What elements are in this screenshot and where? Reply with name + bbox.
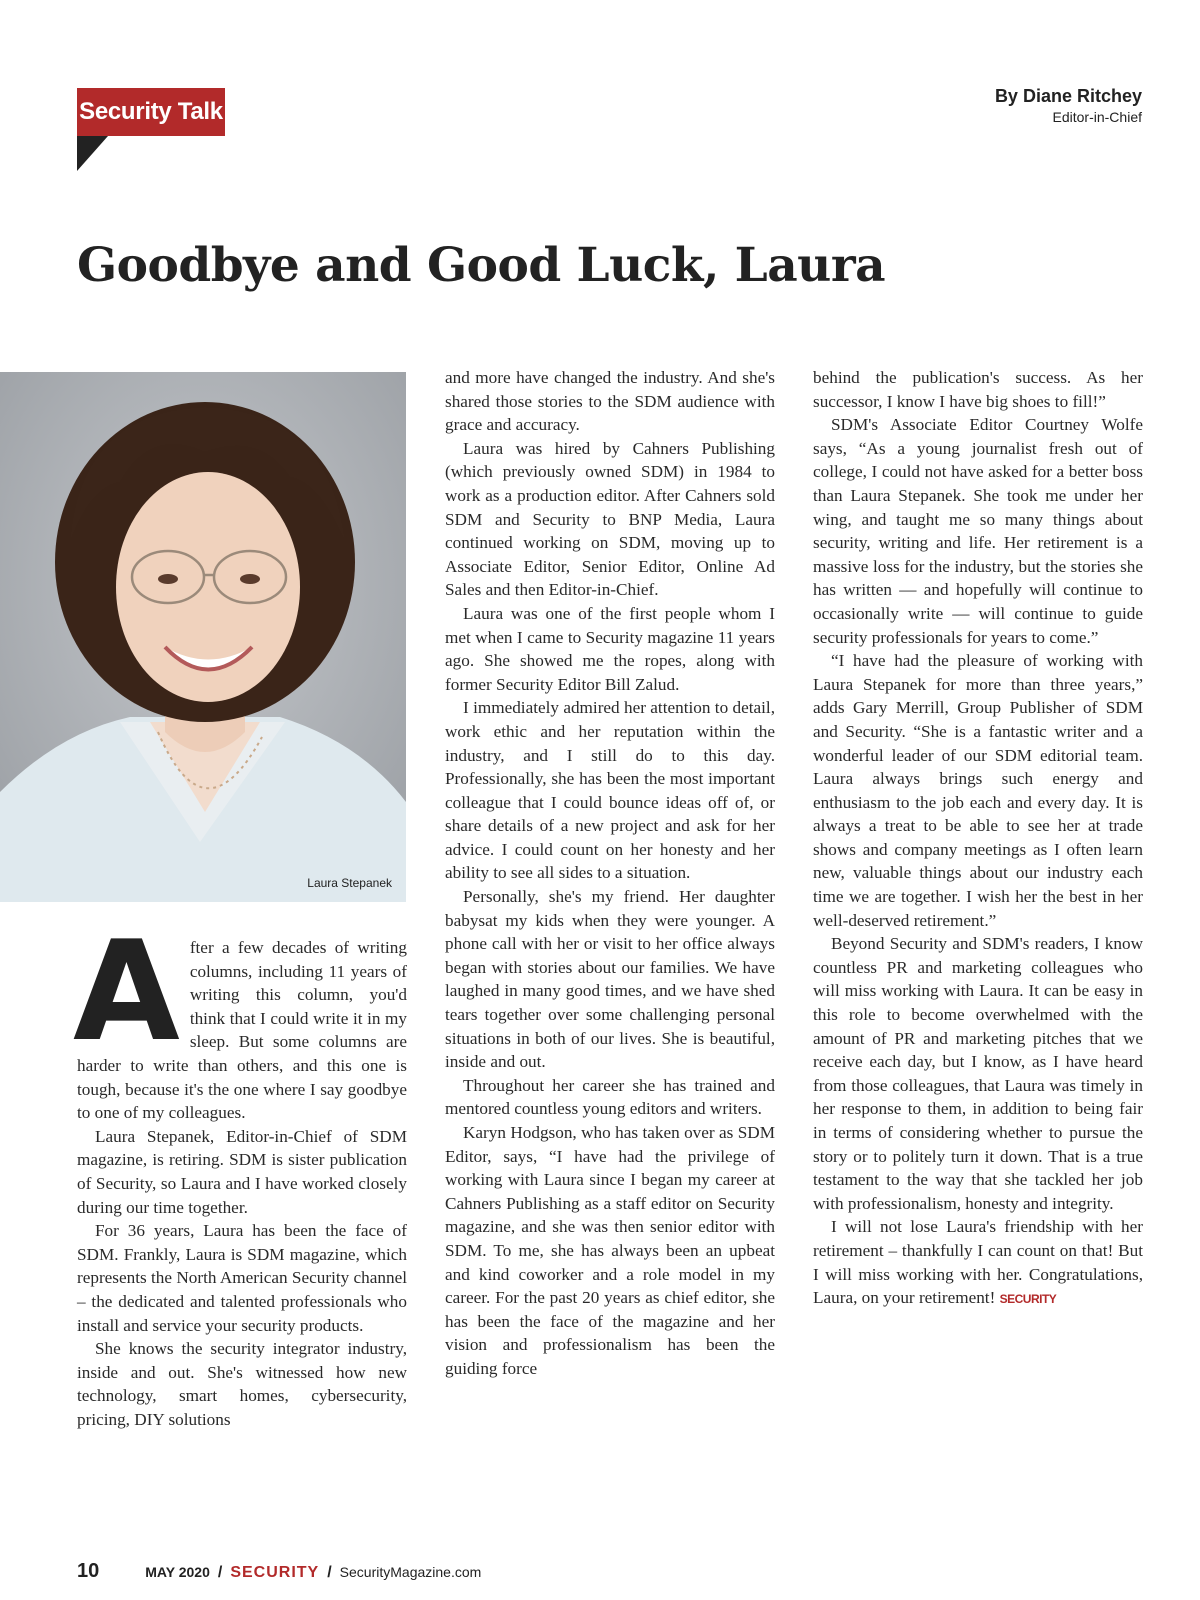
- portrait-illustration: [0, 372, 406, 902]
- paragraph: fter a few decades of writing columns, including 11 years of writing this column, you'd think that I could write it in my sleep. But some columns are harder to write than others, and this one is tough, because it's the one where I say goodbye to one of my colleagues.: [77, 938, 407, 1123]
- magazine-name: SECURITY: [230, 1564, 320, 1581]
- closing-text: I will not lose Laura's friendship with her retirement – thankfully I can count on that! But I will miss working with her. Congratulations, Laura, on your retirement!: [813, 1217, 1143, 1308]
- separator: /: [327, 1564, 332, 1581]
- paragraph: behind the publication's success. As her successor, I know I have big shoes to fill!”: [813, 368, 1143, 411]
- paragraph: SDM's Associate Editor Courtney Wolfe says, “As a young journalist fresh out of college, I could not have asked for a better boss than Laura Stepanek. She took me under her wing, and taught me so many things about security, writing and life. Her retirement is a massive loss for the industry, but the stories she has written — and hopefully will continue to occasionally write — will continue to guide security professionals for years to come.”: [813, 415, 1143, 647]
- end-mark: SECURITY: [999, 1292, 1057, 1307]
- paragraph: Personally, she's my friend. Her daughter babysat my kids when they were younger. A phone call with her or visit to her office always began with stories about our families. We have laughed in many good times, and we have shed tears together over some challenging personal situations in both of our lives. She is beautiful, inside and out.: [445, 887, 775, 1072]
- paragraph: Laura was one of the first people whom I met when I came to Security magazine 11 years ago. She showed me the ropes, along with former Security Editor Bill Zalud.: [445, 603, 775, 694]
- page-number: 10: [77, 1560, 100, 1582]
- article-title: Goodbye and Good Luck, Laura: [77, 238, 886, 293]
- byline: [995, 86, 1142, 125]
- author-name: By Diane Ritchey: [994, 86, 1142, 106]
- article-column-1: [73, 911, 407, 1431]
- page-footer: [77, 1560, 481, 1583]
- paragraph: Throughout her career she has trained and mentored countless young editors and writers.: [445, 1075, 775, 1119]
- photo-caption: Laura Stepanek: [307, 876, 392, 890]
- paragraph: “I have had the pleasure of working with Laura Stepanek for more than three years,” adds Gary Merrill, Group Publisher of SDM and Security. “She is a fantastic writer and a wonderful leader of our SDM editorial team. Laura always brings such energy and enthusiasm to the job each and every day. It is always a treat to be able to see her at trade shows and company meetings as I often learn new, valuable things about our industry each time we are together. I wish her the best in her well-deserved retirement.”: [813, 651, 1143, 930]
- portrait-photo: [0, 372, 406, 902]
- drop-cap: A: [73, 911, 180, 1072]
- paragraph: and more have changed the industry. And she's shared those stories to the SDM audience with grace and accuracy.: [445, 368, 775, 435]
- issue-date: MAY 2020: [145, 1564, 210, 1580]
- paragraph: Beyond Security and SDM's readers, I know countless PR and marketing colleagues who will miss working with Laura. It can be easy in this role to become overwhelmed with the amount of PR and marketing pitches that we receive each day, but I know, as I have heard from those colleagues, that Laura was timely in her response to them, in addition to being fair in terms of considering whether to pursue the story or to politely turn it down. That is a true testament to the way that she tackled her job with professionalism, honesty and integrity.: [813, 934, 1143, 1213]
- separator: /: [217, 1564, 223, 1581]
- paragraph: I immediately admired her attention to detail, work ethic and her reputation within the industry, and I still do to this day. Professionally, she has been the most important colleague that I could bounce ideas off of, or share details of a new project and ask for her advice. I could count on her honesty and her ability to see all sides to a situation.: [445, 698, 775, 883]
- paragraph: Karyn Hodgson, who has taken over as SDM Editor, says, “I have had the privilege of working with Laura since I began my career at Cahners Publishing as a staff editor on Security magazine, and she was then senior editor with SDM. To me, she has always been an upbeat and kind coworker and a role model in my career. For the past 20 years as chief editor, she has been the face of the magazine and her vision and professionalism has been the guiding force: [445, 1123, 775, 1378]
- paragraph: For 36 years, Laura has been the face of SDM. Frankly, Laura is SDM magazine, which represents the North American Security channel – the dedicated and talented professionals who install and service your security products.: [77, 1221, 407, 1335]
- author-role: Editor-in-Chief: [1052, 109, 1142, 125]
- paragraph: Laura was hired by Cahners Publishing (which previously owned SDM) in 1984 to work as a production editor. After Cahners sold SDM and Security to BNP Media, Laura continued working on SDM, moving up to Associate Editor, Senior Editor, Online Ad Sales and then Editor-in-Chief.: [445, 438, 775, 600]
- section-tag-pointer: [77, 136, 108, 171]
- paragraph: Laura Stepanek, Editor-in-Chief of SDM magazine, is retiring. SDM is sister publication of Security, so Laura and I have worked closely during our time together.: [77, 1126, 407, 1217]
- section-tag: Security Talk: [77, 88, 225, 136]
- article-column-2: [445, 366, 775, 1381]
- paragraph: She knows the security integrator industry, inside and out. She's witnessed how new technology, smart homes, cybersecurity, pricing, DIY solutions: [77, 1339, 407, 1429]
- paragraph: [813, 1215, 1143, 1311]
- website-link[interactable]: SecurityMagazine.com: [339, 1564, 482, 1580]
- article-column-3: [813, 366, 1143, 1312]
